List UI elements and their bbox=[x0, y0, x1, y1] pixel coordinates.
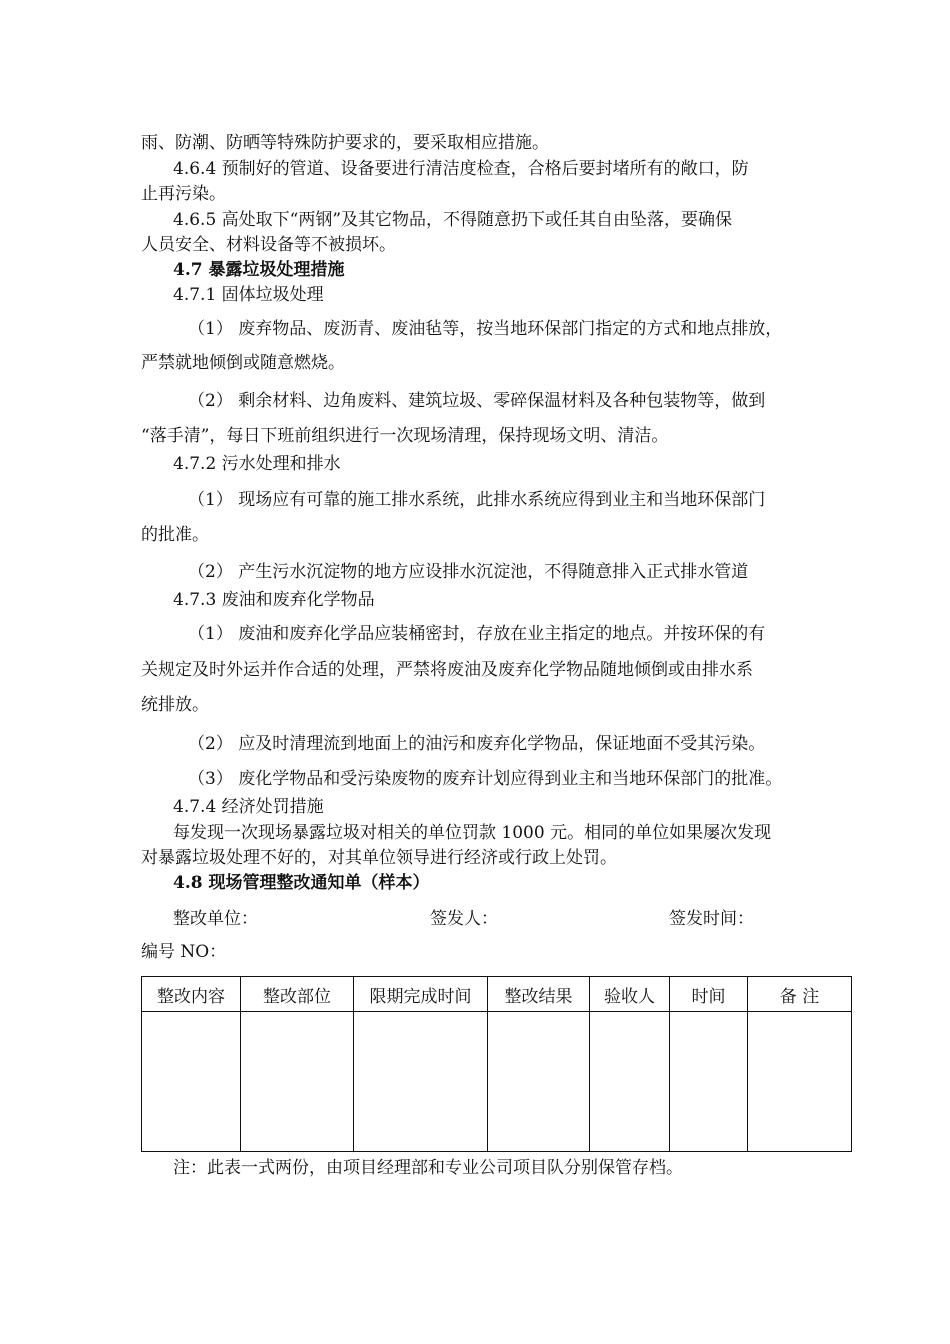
column-header: 整改结果 bbox=[488, 977, 590, 1012]
column-header: 限期完成时间 bbox=[354, 977, 488, 1012]
rectification-unit-label: 整改单位： bbox=[173, 909, 258, 929]
list-item: （1） 废油和废弃化学品应装桶密封，存放在业主指定的地点。并按环保的有 bbox=[188, 624, 766, 644]
table-cell bbox=[354, 1012, 488, 1152]
text-line: 止再污染。 bbox=[141, 184, 226, 204]
text-line: 严禁就地倾倒或随意燃烧。 bbox=[141, 353, 345, 373]
table-cell bbox=[488, 1012, 590, 1152]
text-line: 的批准。 bbox=[141, 525, 209, 545]
list-item: （1） 废弃物品、废沥青、废油毡等，按当地环保部门指定的方式和地点排放， bbox=[188, 319, 783, 339]
column-header: 整改内容 bbox=[142, 977, 241, 1012]
section-heading-4-8: 4.8 现场管理整改通知单（样本） bbox=[173, 873, 430, 893]
list-item: （2） 应及时清理流到地面上的油污和废弃化学物品，保证地面不受其污染。 bbox=[188, 734, 766, 754]
table-cell bbox=[748, 1012, 852, 1152]
issue-time-label: 签发时间： bbox=[669, 909, 754, 929]
table-cell bbox=[142, 1012, 241, 1152]
issuer-label: 签发人： bbox=[430, 909, 498, 929]
column-header: 验收人 bbox=[590, 977, 670, 1012]
table-header-row bbox=[142, 977, 852, 1012]
list-item: （2） 产生污水沉淀物的地方应设排水沉淀池，不得随意排入正式排水管道 bbox=[188, 562, 749, 582]
column-header: 时间 bbox=[670, 977, 748, 1012]
text-line: 统排放。 bbox=[141, 695, 209, 715]
clause-4-6-5: 4.6.5 高处取下“两钢”及其它物品，不得随意扔下或任其自由坠落，要确保 bbox=[173, 210, 733, 230]
text-line: “落手清”，每日下班前组织进行一次现场清理，保持现场文明、清洁。 bbox=[141, 426, 669, 446]
table-note: 注：此表一式两份，由项目经理部和专业公司项目队分别保管存档。 bbox=[173, 1158, 683, 1178]
table-cell bbox=[590, 1012, 670, 1152]
table-cell bbox=[241, 1012, 354, 1152]
table-row bbox=[142, 1012, 852, 1152]
list-item: （1） 现场应有可靠的施工排水系统，此排水系统应得到业主和当地环保部门 bbox=[188, 490, 766, 510]
text-line: 对暴露垃圾处理不好的，对其单位领导进行经济或行政上处罚。 bbox=[141, 848, 617, 868]
table-cell bbox=[670, 1012, 748, 1152]
column-header: 备 注 bbox=[748, 977, 852, 1012]
clause-4-6-4: 4.6.4 预制好的管道、设备要进行清洁度检查，合格后要封堵所有的敞口，防 bbox=[173, 159, 749, 179]
subsection-heading-4-7-2: 4.7.2 污水处理和排水 bbox=[173, 454, 341, 474]
list-item: （3） 废化学物品和受污染废物的废弃计划应得到业主和当地环保部门的批准。 bbox=[188, 769, 783, 789]
text-line: 关规定及时外运并作合适的处理，严禁将废油及废弃化学物品随地倾倒或由排水系 bbox=[141, 660, 753, 680]
text-line: 人员安全、材料设备等不被损坏。 bbox=[141, 235, 396, 255]
subsection-heading-4-7-4: 4.7.4 经济处罚措施 bbox=[173, 797, 324, 817]
subsection-heading-4-7-1: 4.7.1 固体垃圾处理 bbox=[173, 285, 324, 305]
form-number-label: 编号 NO： bbox=[141, 942, 227, 962]
rectification-table bbox=[141, 976, 852, 1152]
subsection-heading-4-7-3: 4.7.3 废油和废弃化学物品 bbox=[173, 590, 375, 610]
column-header: 整改部位 bbox=[241, 977, 354, 1012]
form-header-row bbox=[0, 904, 950, 928]
list-item: （2） 剩余材料、边角废料、建筑垃圾、零碎保温材料及各种包装物等，做到 bbox=[188, 391, 766, 411]
text-line: 雨、防潮、防晒等特殊防护要求的，要采取相应措施。 bbox=[141, 133, 549, 153]
section-heading-4-7: 4.7 暴露垃圾处理措施 bbox=[173, 260, 345, 280]
text-line: 每发现一次现场暴露垃圾对相关的单位罚款 1000 元。相同的单位如果屡次发现 bbox=[173, 823, 772, 843]
